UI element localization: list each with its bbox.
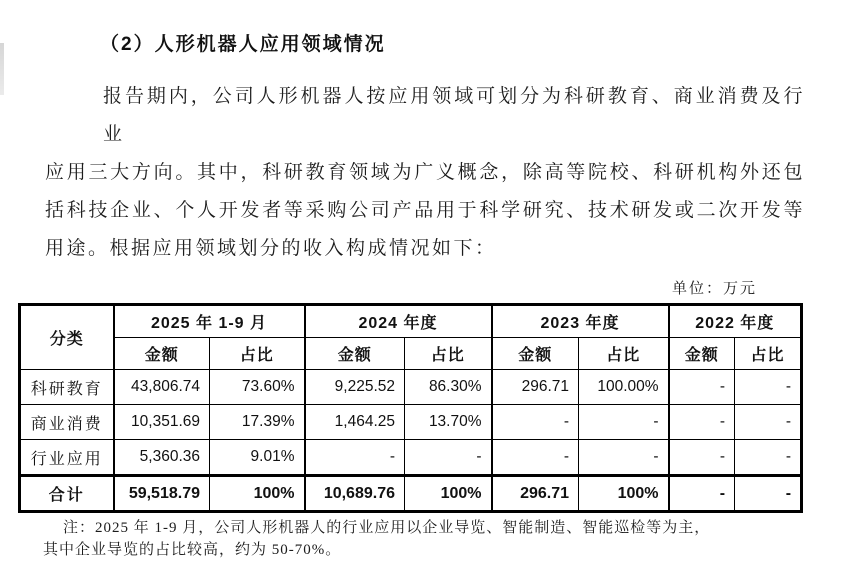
- header-period-2025: 2025 年 1-9 月: [114, 305, 305, 338]
- cell-amount-2022: -: [669, 440, 735, 476]
- table-row-total: [20, 476, 802, 512]
- cell-amount-2025: 59,518.79: [114, 476, 210, 512]
- cell-amount-2025: 43,806.74: [114, 370, 210, 405]
- row-category: 商业消费: [20, 405, 114, 440]
- header-category: 分类: [20, 305, 114, 370]
- cell-ratio-2022: -: [735, 440, 802, 476]
- cell-ratio-2024: 100%: [405, 476, 492, 512]
- table-row-industry-application: [20, 440, 802, 476]
- body-paragraph: [45, 78, 805, 268]
- cell-amount-2024: 10,689.76: [305, 476, 405, 512]
- header-amount: 金额: [669, 338, 735, 370]
- row-category: 行业应用: [20, 440, 114, 476]
- footnote-line: 其中企业导览的占比较高，约为 50-70%。: [43, 542, 342, 558]
- cell-ratio-2025: 73.60%: [210, 370, 305, 405]
- paragraph-line: 应用三大方向。其中，科研教育领域为广义概念，除高等院校、科研机构外还包: [45, 162, 805, 183]
- table-row-research-education: [20, 370, 802, 405]
- header-ratio: 占比: [735, 338, 802, 370]
- scan-artifact: [0, 43, 4, 95]
- table-row-commercial-consumer: [20, 405, 802, 440]
- paragraph-line: 报告期内，公司人形机器人按应用领域可划分为科研教育、商业消费及行业: [103, 86, 805, 145]
- header-ratio: 占比: [210, 338, 305, 370]
- footnote-line: 注：2025 年 1-9 月，公司人形机器人的行业应用以企业导览、智能制造、智能巡检等为主，: [63, 520, 711, 536]
- cell-ratio-2023: -: [579, 440, 669, 476]
- cell-amount-2022: -: [669, 370, 735, 405]
- unit-label: 单位：万元: [671, 281, 757, 297]
- paragraph-line: 括科技企业、个人开发者等采购公司产品用于科学研究、技术研发或二次开发等: [45, 200, 805, 221]
- header-ratio: 占比: [405, 338, 492, 370]
- cell-amount-2024: 1,464.25: [305, 405, 405, 440]
- cell-ratio-2022: -: [735, 405, 802, 440]
- header-amount: 金额: [114, 338, 210, 370]
- cell-amount-2022: -: [669, 476, 735, 512]
- cell-ratio-2023: 100.00%: [579, 370, 669, 405]
- cell-ratio-2025: 9.01%: [210, 440, 305, 476]
- cell-amount-2024: 9,225.52: [305, 370, 405, 405]
- cell-ratio-2022: -: [735, 476, 802, 512]
- section-heading: （2）人形机器人应用领域情况: [100, 34, 386, 55]
- cell-ratio-2024: 86.30%: [405, 370, 492, 405]
- header-amount: 金额: [305, 338, 405, 370]
- cell-amount-2023: -: [492, 440, 579, 476]
- header-period-2022: 2022 年度: [669, 305, 802, 338]
- cell-ratio-2022: -: [735, 370, 802, 405]
- cell-amount-2024: -: [305, 440, 405, 476]
- cell-ratio-2024: -: [405, 440, 492, 476]
- cell-amount-2025: 10,351.69: [114, 405, 210, 440]
- header-period-2024: 2024 年度: [305, 305, 492, 338]
- cell-ratio-2025: 17.39%: [210, 405, 305, 440]
- cell-amount-2023: 296.71: [492, 370, 579, 405]
- footnote: [43, 517, 805, 561]
- cell-amount-2023: -: [492, 405, 579, 440]
- header-ratio: 占比: [579, 338, 669, 370]
- row-category: 科研教育: [20, 370, 114, 405]
- header-amount: 金额: [492, 338, 579, 370]
- cell-amount-2023: 296.71: [492, 476, 579, 512]
- revenue-by-application-table: [18, 303, 803, 513]
- cell-ratio-2023: 100%: [579, 476, 669, 512]
- cell-ratio-2023: -: [579, 405, 669, 440]
- document-page: [0, 33, 850, 557]
- total-label: 合计: [20, 476, 114, 512]
- cell-amount-2025: 5,360.36: [114, 440, 210, 476]
- cell-amount-2022: -: [669, 405, 735, 440]
- paragraph-line: 用途。根据应用领域划分的收入构成情况如下：: [45, 238, 497, 259]
- cell-ratio-2024: 13.70%: [405, 405, 492, 440]
- header-period-2023: 2023 年度: [492, 305, 669, 338]
- cell-ratio-2025: 100%: [210, 476, 305, 512]
